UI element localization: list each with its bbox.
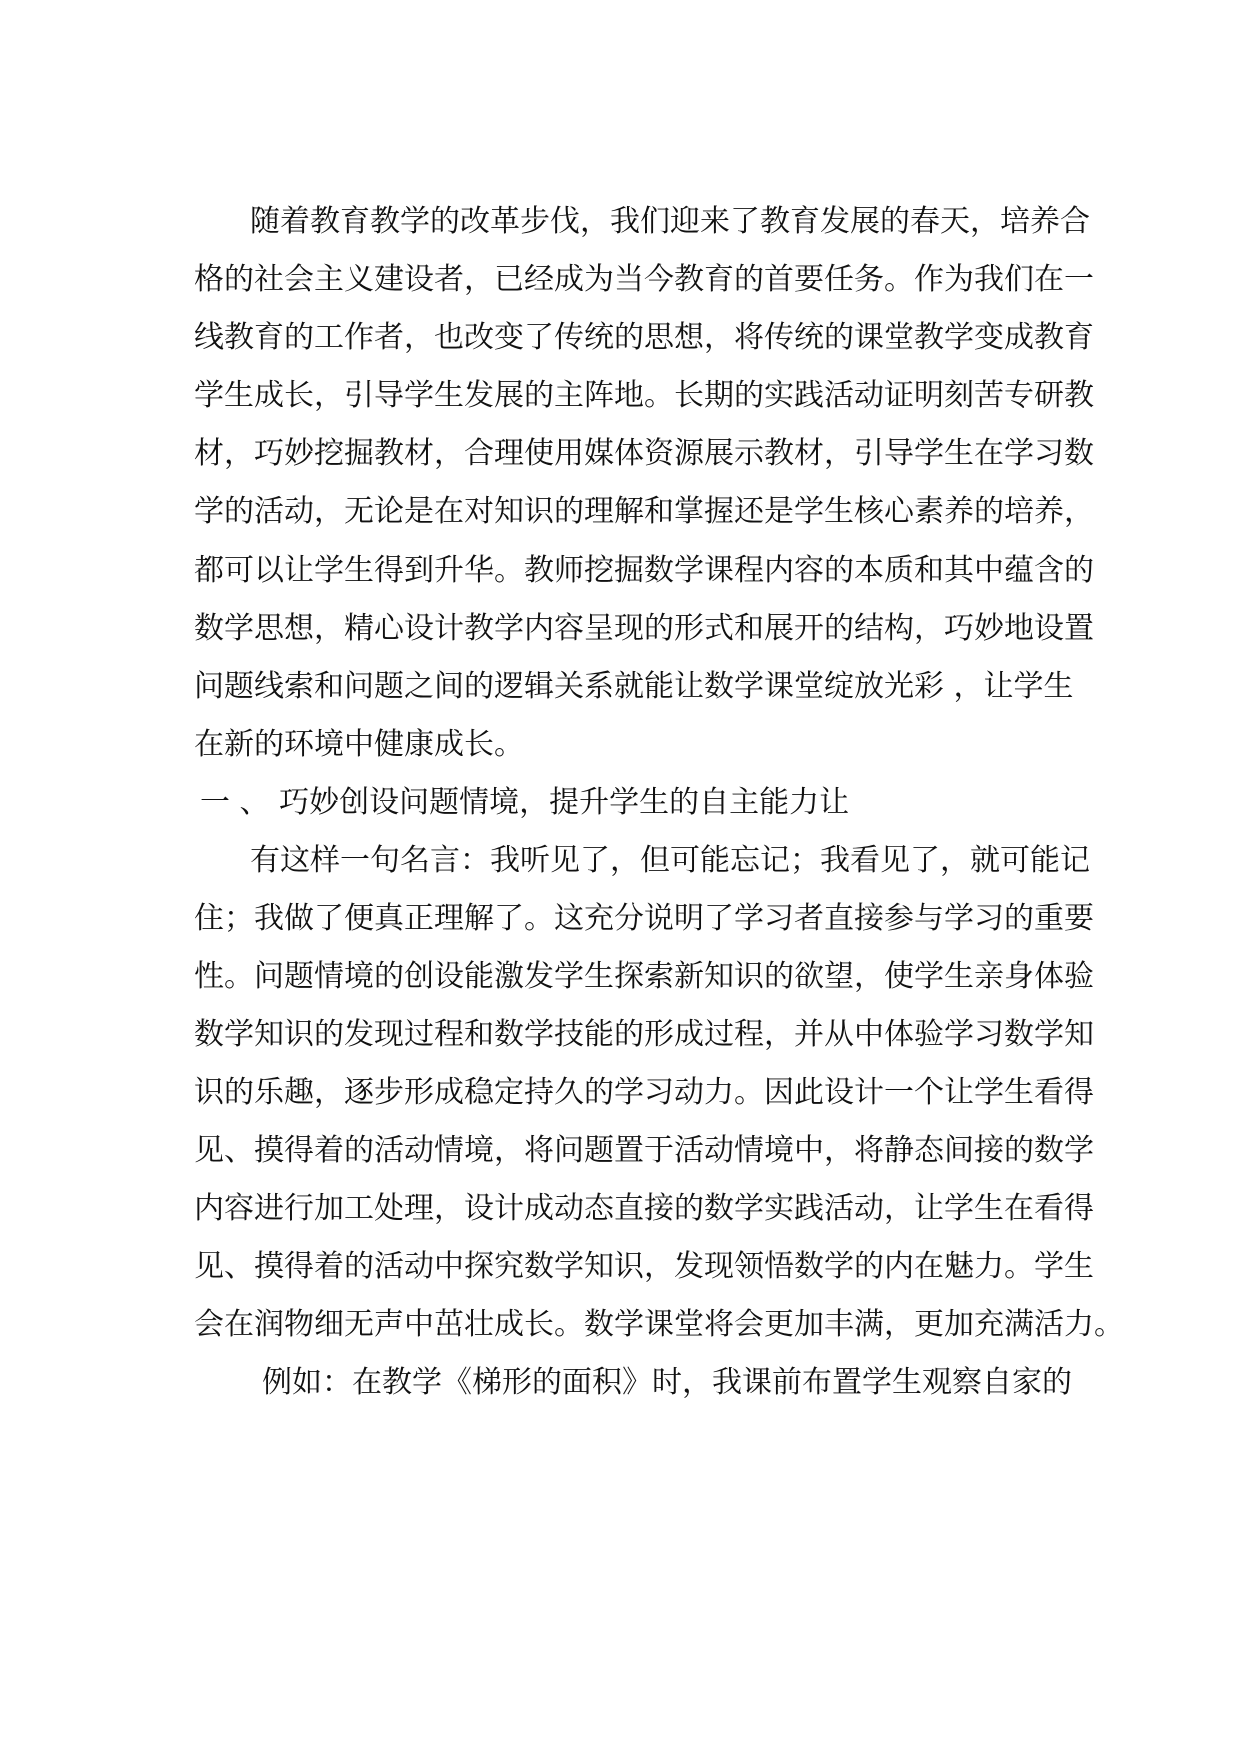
paragraph-1-line-5: 材，巧妙挖掘教材，合理使用媒体资源展示教材，引导学生在学习数: [194, 436, 1094, 471]
paragraph-2-line-8: 见、摸得着的活动中探究数学知识，发现领悟数学的内在魅力。学生: [194, 1249, 1094, 1284]
paragraph-2-line-9: 会在润物细无声中茁壮成长。数学课堂将会更加丰满，更加充满活力。: [194, 1307, 1124, 1342]
paragraph-1-line-7: 都可以让学生得到升华。教师挖掘数学课程内容的本质和其中蕴含的: [194, 553, 1094, 588]
paragraph-1-line-1: 随着教育教学的改革步伐，我们迎来了教育发展的春天，培养合: [250, 204, 1090, 239]
paragraph-2-line-3: 性。问题情境的创设能激发学生探索新知识的欲望，使学生亲身体验: [194, 959, 1094, 994]
paragraph-2-line-2: 住；我做了便真正理解了。这充分说明了学习者直接参与学习的重要: [194, 901, 1094, 936]
paragraph-2-line-4: 数学知识的发现过程和数学技能的形成过程，并从中体验学习数学知: [194, 1017, 1094, 1052]
paragraph-1-line-2: 格的社会主义建设者，已经成为当今教育的首要任务。作为我们在一: [194, 262, 1094, 297]
paragraph-2-line-1: 有这样一句名言：我听见了，但可能忘记；我看见了，就可能记: [250, 843, 1090, 878]
paragraph-1-line-6: 学的活动，无论是在对知识的理解和掌握还是学生核心素养的培养，: [194, 494, 1094, 529]
paragraph-1-line-9: 问题线索和问题之间的逻辑关系就能让数学课堂绽放光彩 ，让学生: [194, 669, 1074, 704]
paragraph-2-line-7: 内容进行加工处理，设计成动态直接的数学实践活动，让学生在看得: [194, 1191, 1094, 1226]
paragraph-2-line-6: 见、摸得着的活动情境，将问题置于活动情境中，将静态间接的数学: [194, 1133, 1094, 1168]
section-heading: 一 、 巧妙创设问题情境，提升学生的自主能力让: [200, 785, 850, 820]
paragraph-1-line-8: 数学思想，精心设计教学内容呈现的形式和展开的结构，巧妙地设置: [194, 611, 1094, 646]
paragraph-1-line-10: 在新的环境中健康成长。: [194, 727, 524, 762]
paragraph-1-line-4: 学生成长，引导学生发展的主阵地。长期的实践活动证明刻苦专研教: [194, 378, 1094, 413]
paragraph-1-line-3: 线教育的工作者，也改变了传统的思想，将传统的课堂教学变成教育: [194, 320, 1094, 355]
paragraph-3-line-1: 例如：在教学《梯形的面积》时，我课前布置学生观察自家的: [262, 1365, 1072, 1400]
paragraph-2-line-5: 识的乐趣，逐步形成稳定持久的学习动力。因此设计一个让学生看得: [194, 1075, 1094, 1110]
